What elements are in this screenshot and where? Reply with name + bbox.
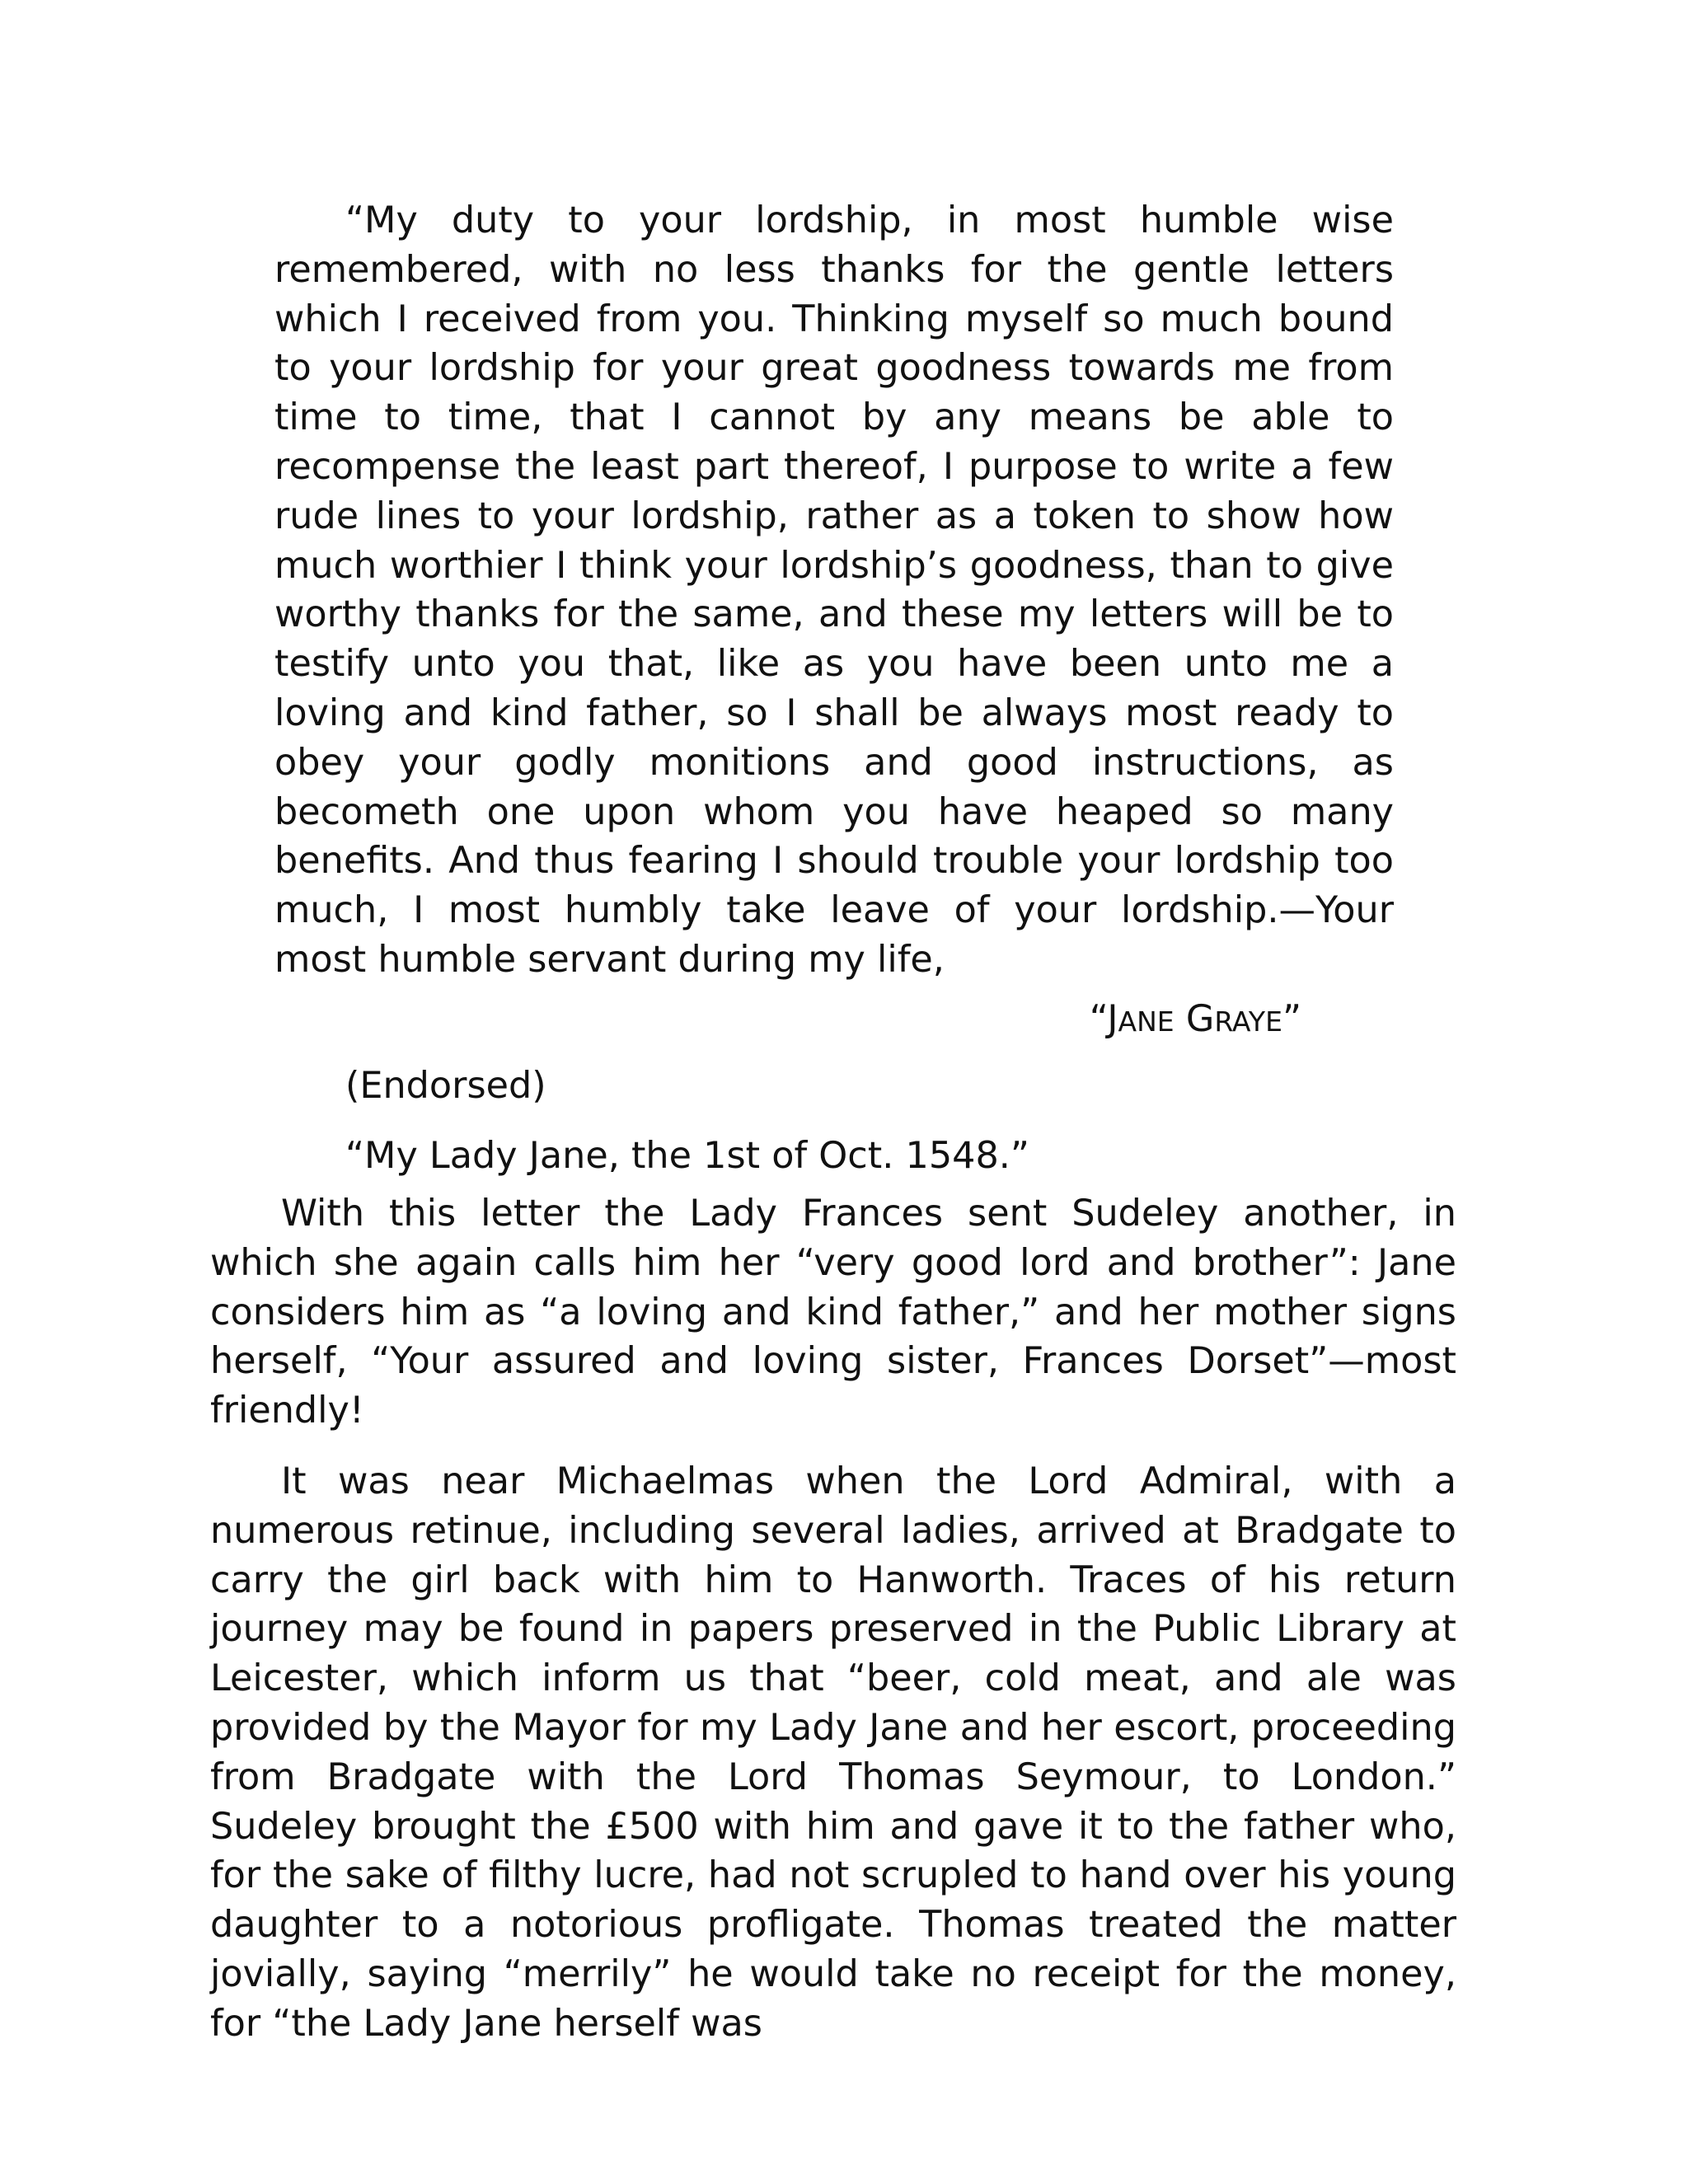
signature-open-quote: “ [1089,997,1108,1040]
signature-last-initial: G [1185,997,1215,1040]
body-paragraph-1: With this letter the Lady Frances sent Sudeley another, in which she again calls him her “very good lord and brother”: Jane considers him as “a loving and kind father,” and her mother signs herself, “Your assured and loving sister, Frances Dorset”—most friendly! [210,1193,1456,1432]
signature-last-rest: RAYE [1214,1005,1282,1038]
endorsed-label: (Endorsed) [345,1064,546,1107]
endorsed-date: “My Lady Jane, the 1st of Oct. 1548.” [345,1135,1029,1178]
quoted-letter [274,196,1394,1181]
body-paragraph-2: It was near Michaelmas when the Lord Admiral, with a numerous retinue, including several ladies, arrived at Bradgate to carry the girl back with him to Hanworth. Traces of his return journey may be found in papers preserved in the Public Library at Leicester, which inform us that “beer, cold meat, and ale was provided by the Mayor for my Lady Jane and her escort, proceeding from Bradgate with the Lord Thomas Seymour, to London.” Sudeley brought the £500 with him and gave it to the father who, for the sake of filthy lucre, had not scrupled to hand over his young daughter to a notorious profligate. Thomas treated the matter jovially, saying “merrily” he would take no receipt for the money, for “the Lady Jane herself was [210,1460,1456,2045]
signature-close-quote: ” [1282,997,1301,1040]
letter-paragraph: “My duty to your lordship, in most humble wise remembered, with no less thanks for the gentle letters which I received from you. Thinking myself so much bound to your lordship for your great goodness towards me from time to time, that I cannot by any means be able to recompense the least part thereof, I purpose to write a few rude lines to your lordship, rather as a token to show how much worthier I think your lordship’s goodness, than to give worthy thanks for the same, and these my letters will be to testify unto you that, like as you have been unto me a loving and kind father, so I shall be always most ready to obey your godly monitions and good instructions, as becometh one upon whom you have heaped so many benefits. And thus fearing I should trouble your lordship too much, I most humbly take leave of your lordship.—Your most humble servant during my life, [274,199,1394,981]
signature-first-initial: J [1107,997,1118,1040]
signature-first-rest: ANE [1118,1005,1175,1038]
letter-signature [274,995,1394,1047]
narrative-text [210,1189,1456,2049]
